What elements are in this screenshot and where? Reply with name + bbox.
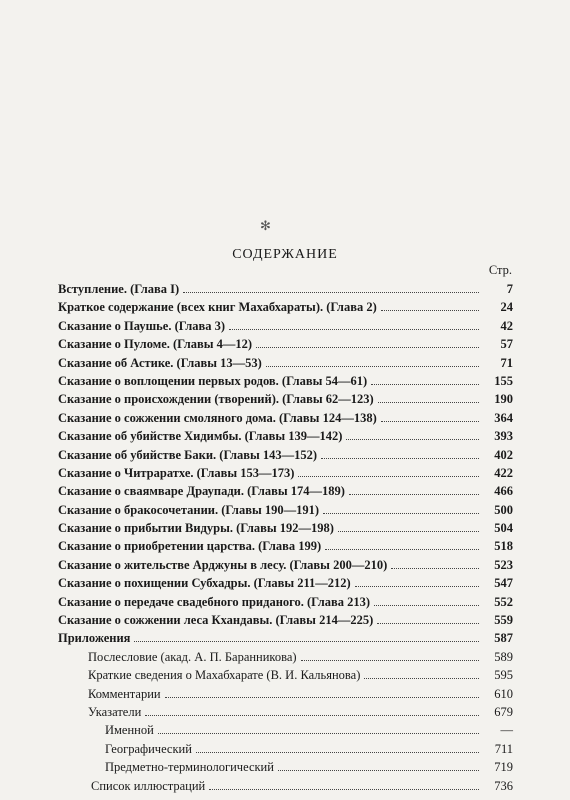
toc-entry-title: Сказание о Читраратхе. (Главы 153—173)	[58, 465, 295, 480]
toc-entry	[58, 464, 513, 482]
toc-entry-page: 155	[494, 373, 513, 388]
toc-entry-page: 518	[494, 539, 513, 554]
toc-entry	[58, 335, 513, 353]
toc-entry-appendix	[58, 629, 513, 647]
leader-dots	[378, 402, 479, 403]
toc-entry	[58, 354, 513, 372]
toc-entry	[58, 298, 513, 316]
toc-entry-title: Сказание о Паушье. (Глава 3)	[58, 318, 226, 333]
leader-dots	[323, 513, 479, 514]
toc-entry-title: Краткое содержание (всех книг Махабхараты). (Глава 2)	[58, 300, 377, 315]
toc-entry-page: 7	[506, 282, 513, 296]
toc-entry-page: 402	[494, 447, 513, 462]
toc-entry	[58, 574, 513, 592]
leader-dots	[266, 366, 479, 367]
leader-dots	[209, 789, 479, 790]
toc-entry-title: Приложения	[58, 631, 131, 646]
toc-entry	[58, 537, 513, 555]
toc-subentry	[58, 648, 513, 666]
leader-dots	[349, 494, 479, 495]
toc-entry	[58, 482, 513, 500]
toc-entry	[58, 519, 513, 537]
toc-entry-title: Сказание о жительстве Арджуны в лесу. (Главы 200—210)	[58, 557, 388, 572]
leader-dots	[381, 310, 479, 311]
leader-dots	[374, 605, 479, 606]
toc-subentry	[58, 685, 513, 703]
leader-dots	[301, 660, 479, 661]
leader-dots	[229, 329, 479, 330]
toc-entry	[58, 280, 513, 298]
toc-entry-title: Комментарии	[88, 686, 161, 701]
toc-entry-title: Именной	[105, 723, 154, 738]
toc-entry-page: 466	[494, 484, 513, 499]
toc-subsubentry	[58, 758, 513, 776]
leader-dots	[256, 347, 479, 348]
leader-dots	[364, 678, 479, 679]
toc-entry-page: 559	[494, 613, 513, 628]
page-title: СОДЕРЖАНИЕ	[232, 247, 338, 262]
toc-entry-title: Сказание об убийстве Баки. (Главы 143—152)	[58, 447, 318, 462]
leader-dots	[183, 292, 479, 293]
toc-entry-title: Сказание о сожжении леса Кхандавы. (Главы 214—225)	[58, 613, 374, 628]
toc-entry-title: Список иллюстраций	[91, 778, 206, 793]
toc-entry-page: 500	[494, 502, 513, 517]
toc-entry-page: 504	[494, 521, 513, 536]
leader-dots	[145, 715, 479, 716]
leader-dots	[371, 384, 479, 385]
leader-dots	[158, 733, 479, 734]
toc-entry-page: 736	[494, 778, 513, 793]
toc-entry-page: 589	[494, 649, 513, 664]
leader-dots	[298, 476, 479, 477]
toc-entry-page: 364	[494, 410, 513, 425]
toc-entry-page: 42	[500, 318, 513, 333]
toc-entry-title: Сказание о похищении Субхадры. (Главы 211—212)	[58, 576, 351, 591]
leader-dots	[165, 697, 479, 698]
leader-dots	[134, 641, 479, 642]
toc-entry-title: Сказание о прибытии Видуры. (Главы 192—198)	[58, 521, 334, 536]
toc-entry	[58, 556, 513, 574]
toc-entry-page: 711	[494, 741, 513, 756]
toc-entry-title: Послесловие (акад. А. П. Баранникова)	[88, 649, 297, 664]
toc-subentry	[58, 777, 513, 795]
toc-entry-page: 523	[494, 557, 513, 572]
toc-entry-title: Сказание о происхождении (творений). (Главы 62—123)	[58, 392, 374, 407]
toc-entry-title: Сказание о Пуломе. (Главы 4—12)	[58, 337, 253, 352]
leader-dots	[346, 439, 479, 440]
toc-entry-title: Сказание о сожжении смоляного дома. (Главы 124—138)	[58, 410, 377, 425]
toc-entry-page: 547	[494, 576, 513, 591]
leader-dots	[196, 752, 479, 753]
leader-dots	[278, 770, 479, 771]
toc-entry-title: Сказание о передаче свадебного приданого. (Глава 213)	[58, 594, 371, 609]
toc-subentry	[58, 666, 513, 684]
toc-entry	[58, 593, 513, 611]
page-column-label: Стр.	[488, 263, 512, 277]
ornament-icon: ✻	[260, 218, 271, 233]
leader-dots	[325, 549, 479, 550]
toc-entry	[58, 427, 513, 445]
toc-subsubentry	[58, 721, 513, 739]
toc-entry-page: 393	[494, 429, 513, 444]
leader-dots	[381, 421, 479, 422]
toc-entry-title: Сказание о приобретении царства. (Глава 199)	[58, 539, 322, 554]
toc-entry	[58, 317, 513, 335]
leader-dots	[391, 568, 479, 569]
toc-entry-page: 587	[494, 631, 513, 646]
toc-entry-page: 24	[500, 300, 513, 315]
toc-entry-title: Сказание о бракосочетании. (Главы 190—191)	[58, 502, 319, 517]
toc-entry-page: 719	[494, 760, 513, 775]
table-of-contents	[58, 280, 513, 795]
toc-entry-title: Предметно-терминологический	[105, 760, 274, 775]
toc-entry-title: Сказание о воплощении первых родов. (Главы 54—61)	[58, 373, 368, 388]
toc-entry-page: 190	[494, 392, 513, 407]
toc-entry-page: 57	[500, 337, 513, 352]
toc-entry-title: Вступление. (Глава I)	[58, 282, 180, 296]
toc-subsubentry	[58, 740, 513, 758]
toc-entry-title: Сказание об Астике. (Главы 13—53)	[58, 355, 262, 370]
leader-dots	[355, 586, 479, 587]
toc-entry-title: Географический	[105, 741, 192, 756]
toc-entry-title: Сказание о сваямваре Драупади. (Главы 174—189)	[58, 484, 345, 499]
leader-dots	[338, 531, 479, 532]
toc-entry-title: Указатели	[88, 704, 142, 719]
toc-entry-title: Сказание об убийстве Хидимбы. (Главы 139—142)	[58, 429, 343, 444]
toc-entry	[58, 611, 513, 629]
toc-entry-page: 422	[494, 465, 513, 480]
toc-entry	[58, 501, 513, 519]
leader-dots	[321, 458, 479, 459]
toc-entry	[58, 372, 513, 390]
leader-dots	[377, 623, 479, 624]
toc-entry-page: 610	[494, 686, 513, 701]
toc-entry-page: 595	[494, 668, 513, 683]
toc-subentry	[58, 703, 513, 721]
toc-entry-title: Краткие сведения о Махабхарате (В. И. Кальянова)	[88, 668, 361, 683]
toc-entry-page: 679	[494, 704, 513, 719]
toc-entry-page: 552	[494, 594, 513, 609]
toc-entry	[58, 390, 513, 408]
toc-entry	[58, 446, 513, 464]
toc-entry	[58, 409, 513, 427]
toc-entry-page: 71	[500, 355, 513, 370]
toc-entry-page: —	[500, 723, 513, 738]
